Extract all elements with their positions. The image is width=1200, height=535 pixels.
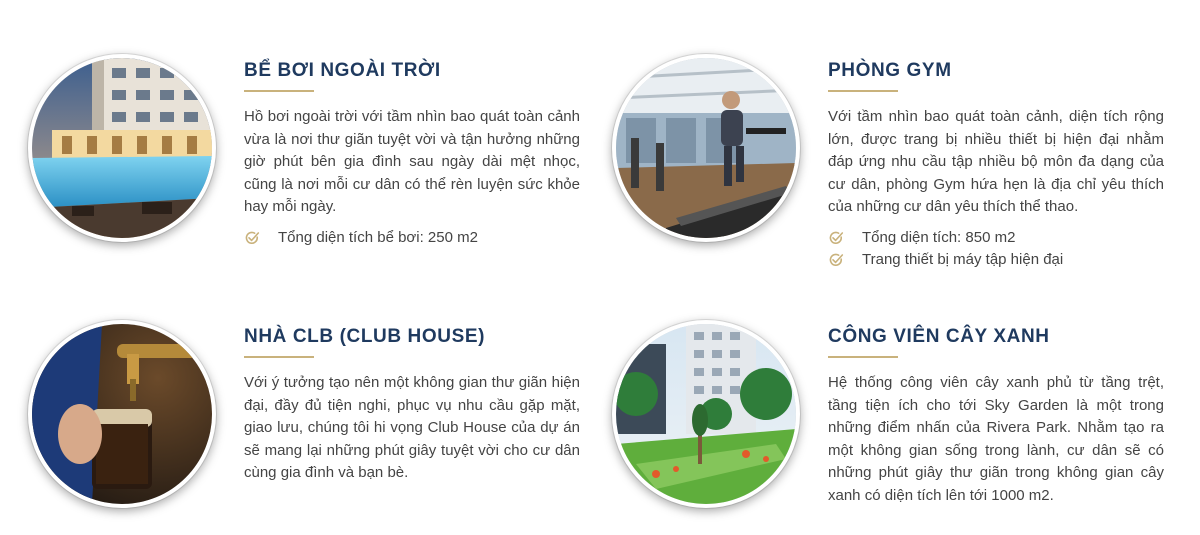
feature-title: CÔNG VIÊN CÂY XANH	[828, 326, 1050, 347]
title-underline	[828, 356, 898, 358]
park-image	[612, 320, 800, 508]
feature-description: Với ý tưởng tạo nên một không gian thư giãn hiện đại, đầy đủ tiện nghi, phục vụ nhu cầu gặp mặt, giao lưu, chúng tôi hi vọng Club House của dự án sẽ mang lại những phút giây tuyệt vời cho cư dân cùng gia đình và bạn bè.	[244, 374, 580, 481]
pool-image	[28, 54, 216, 242]
bullet-item	[828, 227, 1164, 249]
bullet-text: Tổng diện tích: 850 m2	[862, 228, 1016, 246]
title-underline	[828, 90, 898, 92]
club-house-image	[28, 320, 216, 508]
feature-description: Hệ thống công viên cây xanh phủ từ tầng trệt, tầng tiện ích cho tới Sky Garden là một trong những điểm nhấn của Rivera Park. Nhằm tạo ra một không gian sống trong lành, cư dân sẽ có những phút giây thư giãn trong không gian cây xanh có diện tích lên tới 1000 m2.	[828, 374, 1164, 504]
feature-gym	[612, 52, 1172, 268]
feature-content	[828, 324, 1164, 507]
feature-title: BỂ BƠI NGOÀI TRỜI	[244, 60, 441, 81]
bullet-item	[244, 227, 580, 249]
feature-pool	[28, 52, 588, 252]
check-circle-icon	[828, 230, 844, 246]
bullet-text: Trang thiết bị máy tập hiện đại	[862, 250, 1064, 268]
feature-content	[244, 324, 580, 485]
feature-description: Với tầm nhìn bao quát toàn cảnh, diện tích rộng lớn, được trang bị nhiều thiết bị hiện đại nhằm đáp ứng nhu cầu tập nhiều bộ môn đa dạng của cư dân, phòng Gym hứa hẹn là địa chỉ yêu thích của những cư dân yêu thích thể thao.	[828, 108, 1164, 215]
title-underline	[244, 356, 314, 358]
check-circle-icon	[828, 252, 844, 268]
feature-content	[244, 58, 580, 249]
feature-bullets	[244, 227, 580, 249]
bullet-item	[828, 249, 1164, 271]
feature-park	[612, 318, 1172, 518]
feature-club-house	[28, 318, 588, 518]
title-underline	[244, 90, 314, 92]
gym-image	[612, 54, 800, 242]
check-circle-icon	[244, 230, 260, 246]
feature-description: Hồ bơi ngoài trời với tầm nhìn bao quát toàn cảnh vừa là nơi thư giãn tuyệt vời và tận hưởng những giờ phút bên gia đình sau ngày dài mệt nhọc, cũng là nơi mỗi cư dân có thể rèn luyện sức khỏe hay mỗi ngày.	[244, 108, 580, 215]
bullet-text: Tổng diện tích bể bơi: 250 m2	[278, 228, 478, 246]
feature-content	[828, 58, 1164, 271]
feature-title: NHÀ CLB (CLUB HOUSE)	[244, 326, 486, 347]
feature-bullets	[828, 227, 1164, 271]
feature-title: PHÒNG GYM	[828, 60, 952, 81]
